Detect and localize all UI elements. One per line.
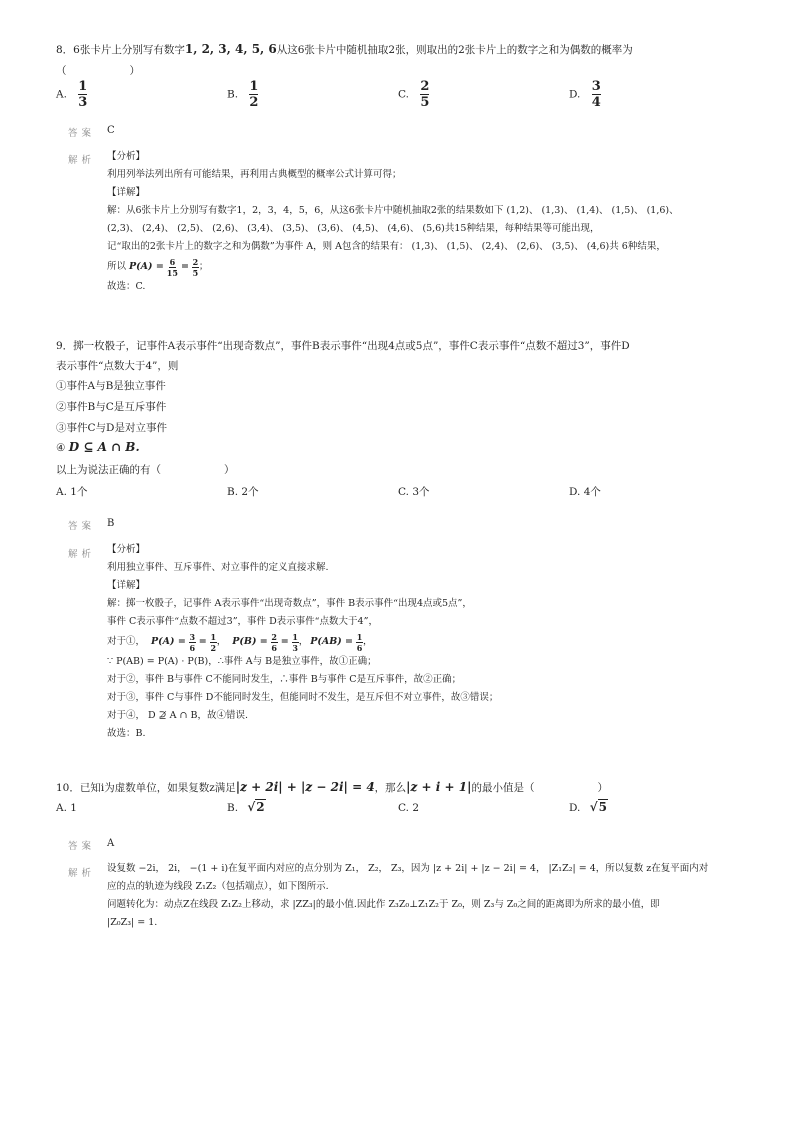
q9-option-c[interactable] — [398, 484, 430, 499]
solution-line: 问题转化为：动点Z在线段 Z₁Z₂上移动，求 |ZZ₃|的最小值.因此作 Z₃Z₀⊥Z₁Z₂于 Z₀，则 Z₃与 Z₀之间的距离即为所求的最小值，即 — [107, 899, 660, 910]
option-letter: C. — [398, 802, 409, 814]
option-text: 2 — [412, 802, 420, 814]
solution-line: 所以 P(A) = $\frac{6}{15}$ = $\frac{2}{5}$ ； — [107, 256, 209, 278]
q8-stem-text-b: 从这6张卡片中随机抽取2张，则取出的2张卡片上的数字之和为偶数的概率为 — [276, 44, 633, 56]
q8-option-d[interactable] — [569, 80, 601, 109]
q9-answer: B — [107, 518, 115, 529]
q9-stem-line-1: 9．掷一枚骰子，记事件A表示事件“出现奇数点”，事件B表示事件“出现4点或5点”，事件C表示事件“点数不超过3”，事件D — [56, 340, 630, 352]
option-text: 1 — [70, 802, 77, 814]
solution-line: (2,3)、 (2,4)、 (2,5)、 (2,6)、 (3,4)、 (3,5)、 (3,6)、 (4,5)、 (4,6)、 (5,6)共15种结果，每种结果等可能出现， — [107, 223, 600, 234]
q10-option-b[interactable] — [227, 800, 266, 814]
q10-solution — [107, 860, 708, 932]
solution-text: 所以 — [107, 261, 127, 272]
option-text: 2个 — [241, 486, 259, 498]
option-letter: B. — [227, 486, 239, 498]
solution-line: 解：从6张卡片上分别写有数字1，2，3，4，5，6，从这6张卡片中随机抽取2张的结果数如下 (1,2)、 (1,3)、 (1,4)、 (1,5)、 (1,6)、 — [107, 205, 679, 216]
option-letter: D. — [569, 88, 581, 101]
solution-line: 对于②，事件 B与事件 C不能同时发生，∴事件 B与事件 C是互斥事件，故②正确； — [107, 674, 462, 685]
solution-line: 故选：B. — [107, 728, 146, 739]
q9-item-3: ③事件C与D是对立事件 — [56, 422, 167, 434]
option-fraction: $\frac{2}{5}$ — [420, 79, 430, 110]
option-letter: C. — [398, 486, 409, 498]
q9-item-4 — [56, 440, 140, 454]
q9-solution — [107, 541, 498, 743]
option-fraction: $\frac{1}{3}$ — [78, 79, 88, 110]
option-text: 1个 — [70, 486, 88, 498]
option-text: 3个 — [412, 486, 430, 498]
option-fraction: $\frac{3}{4}$ — [591, 79, 601, 110]
solution-fraction: $\frac{1}{2}$ — [210, 631, 217, 653]
q10-stem-math-1: |z + 2i| + |z − 2i| = 4 — [235, 780, 375, 794]
q10-stem-text-c: 的最小值是（ ） — [471, 782, 608, 794]
solution-fraction: $\frac{1}{6}$ — [356, 631, 363, 653]
solution-line: 对于①， P(A) = $\frac{3}{6}$ = $\frac{1}{2}$ ， P(B) = $\frac{2}{6}$ = $\frac{1}{3}$ ， P(AB) = $\frac{1}{6}$ ， — [107, 631, 373, 653]
q10-answer: A — [107, 838, 115, 849]
solution-line: |Z₀Z₃| = 1. — [107, 917, 158, 928]
solution-fraction: $\frac{3}{6}$ — [189, 631, 196, 653]
q10-option-c[interactable] — [398, 802, 419, 814]
solution-line: 【分析】 — [107, 544, 146, 555]
solution-line: 故选：C. — [107, 281, 146, 292]
solution-line: 【详解】 — [107, 580, 146, 591]
q9-item-2: ②事件B与C是互斥事件 — [56, 401, 167, 413]
q8-solution — [107, 148, 679, 296]
option-letter: C. — [398, 88, 409, 101]
q9-item-1: ①事件A与B是独立事件 — [56, 380, 166, 392]
solution-fraction: $\frac{1}{3}$ — [292, 631, 298, 653]
q8-option-b[interactable] — [227, 80, 258, 109]
option-letter: A. — [56, 802, 67, 814]
solution-fraction: $\frac{2}{6}$ — [271, 631, 277, 653]
solution-line: ∵ P(AB) = P(A) · P(B)，∴事件 A与 B是独立事件，故①正确； — [107, 656, 377, 667]
solution-line: 利用列举法列出所有可能结果，再利用古典概型的概率公式计算可得； — [107, 169, 402, 180]
solution-math: P(A) = — [151, 636, 186, 647]
q8-stem-math: 1, 2, 3, 4, 5, 6 — [184, 42, 277, 56]
q9-option-a[interactable] — [56, 484, 87, 499]
q8-answer: C — [107, 125, 115, 136]
q10-answer-label: 答案 — [68, 841, 96, 852]
option-text: 4个 — [583, 486, 601, 498]
q10-analysis-label: 解析 — [68, 868, 96, 879]
solution-line: 记“取出的2张卡片上的数字之和为偶数”为事件 A，则 A包含的结果有： (1,3)、 (1,5)、 (2,4)、 (2,6)、 (3,5)、 (4,6)共 6种结果， — [107, 241, 666, 252]
solution-line: 事件 C表示事件“点数不超过3”，事件 D表示事件“点数大于4”， — [107, 616, 378, 627]
solution-math: P(AB) = — [310, 636, 354, 647]
solution-math: P(A) = — [129, 261, 164, 272]
q10-stem-text-a: 10．已知i为虚数单位，如果复数z满足 — [56, 782, 236, 794]
solution-fraction: $\frac{6}{15}$ — [166, 256, 178, 278]
solution-fraction: $\frac{2}{5}$ — [192, 256, 199, 278]
option-letter: D. — [569, 802, 581, 814]
q10-option-d[interactable] — [569, 800, 608, 814]
solution-text: ； — [198, 261, 209, 272]
option-fraction: $\frac{1}{2}$ — [249, 79, 259, 110]
q10-stem — [56, 780, 608, 795]
q8-stem — [56, 42, 633, 57]
item-math: D ⊆ A ∩ B. — [68, 440, 140, 454]
option-letter: B. — [227, 802, 239, 814]
q9-option-d[interactable] — [569, 484, 601, 499]
option-letter: D. — [569, 486, 581, 498]
q10-stem-math-2: |z + i + 1| — [406, 780, 472, 794]
sqrt-symbol: √5 — [589, 800, 607, 814]
option-letter: B. — [227, 88, 239, 101]
q8-option-a[interactable] — [56, 80, 87, 109]
solution-text: 对于①， — [107, 636, 146, 647]
q8-answer-label: 答案 — [68, 128, 96, 139]
solution-line: 应的点的轨迹为线段 Z₁Z₂（包括端点），如下图所示. — [107, 881, 329, 892]
solution-line: 【分析】 — [107, 151, 146, 162]
solution-line: 设复数 −2i， 2i， −(1 + i)在复平面内对应的点分别为 Z₁， Z₂， Z₃，因为 |z + 2i| + |z − 2i| = 4， |Z₁Z₂| = 4，所以复数 z在复平面内对 — [107, 863, 709, 874]
option-letter: A. — [56, 486, 67, 498]
q8-analysis-label: 解析 — [68, 155, 96, 166]
q8-option-c[interactable] — [398, 80, 429, 109]
q8-stem-text-a: 8．6张卡片上分别写有数字 — [56, 44, 185, 56]
solution-line: 对于④， D ⊉ A ∩ B，故④错误. — [107, 710, 248, 721]
q8-paren: （ ） — [56, 65, 140, 77]
q9-option-b[interactable] — [227, 484, 259, 499]
item-prefix: ④ — [56, 442, 66, 454]
q10-stem-text-b: ，那么 — [374, 782, 407, 794]
solution-line: 解：掷一枚骰子，记事件 A表示事件“出现奇数点”，事件 B表示事件“出现4点或5点”， — [107, 598, 472, 609]
solution-math: P(B) = — [232, 636, 268, 647]
solution-line: 【详解】 — [107, 187, 146, 198]
sqrt-symbol: √2 — [247, 800, 265, 814]
option-letter: A. — [56, 88, 67, 101]
solution-line: 利用独立事件、互斥事件、对立事件的定义直接求解. — [107, 562, 329, 573]
q9-analysis-label: 解析 — [68, 549, 96, 560]
q10-option-a[interactable] — [56, 802, 77, 814]
solution-line: 对于③，事件 C与事件 D不能同时发生，但能同时不发生，是互斥但不对立事件，故③错误； — [107, 692, 499, 703]
q9-stem-line-2: 表示事件“点数大于4”，则 — [56, 360, 179, 372]
q9-ask: 以上为说法正确的有（ ） — [56, 464, 235, 476]
q9-answer-label: 答案 — [68, 521, 96, 532]
